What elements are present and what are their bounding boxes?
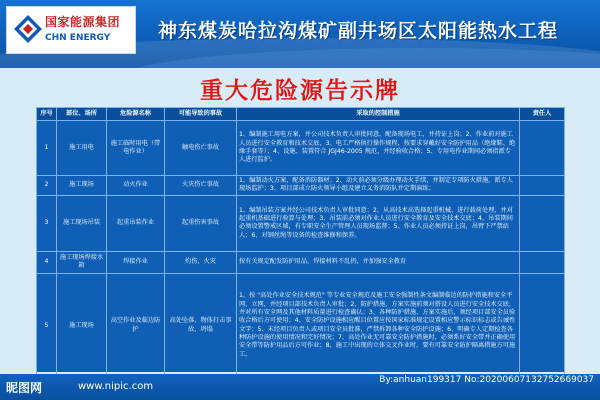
row-hazard: 焊接作业 (107, 251, 165, 273)
row-hazard: 动火作业 (107, 176, 165, 196)
column-header: 采取的控制措施 (237, 108, 520, 121)
row-measures: 1、编制施工用电方案，并公司技术负责人审批同意，配备现场电工，并持证上岗；2、作业前对施工人员进行安全教育和技术交底，3、电工严格执行操作规程，按要求穿戴好安全防护用品（绝缘鞋、绝缘手套等）；4、设施、装置符合 JGJ46-2005 规范，并经验收合格；5、专用电作业期间必须指派专人进行监护。 (237, 121, 520, 176)
row-accident: 起重伤害事故 (165, 195, 237, 251)
chn-energy-logo-icon (13, 14, 43, 44)
page-title: 神东煤炭哈拉沟煤矿副井场区太阳能热水工程 (158, 20, 559, 42)
row-accident: 火灾伤亡事故 (165, 176, 237, 196)
row-location: 施工现场 (57, 176, 107, 196)
row-person (520, 176, 565, 196)
row-number: 1 (37, 121, 57, 176)
sign-subtitle: 重大危险源告示牌 (200, 78, 400, 104)
column-header: 序号 (37, 108, 57, 121)
watermark-url: www.nipic.com (78, 381, 154, 392)
row-hazard: 高空作业及临边防护 (107, 273, 165, 378)
table-row (37, 176, 565, 196)
row-number: 3 (37, 195, 57, 251)
row-measures: 按有关规定配发防护用品，焊接材料不乱扔，并加强安全教育 (237, 251, 520, 273)
row-person (520, 121, 565, 176)
column-header: 可能导致的事故 (165, 108, 237, 121)
header-banner (0, 0, 600, 68)
table-header-row (37, 108, 565, 121)
table-row (37, 121, 565, 176)
watermark-credit: By:anhuan199317 No:20200607132752669037 (379, 375, 594, 385)
column-header: 责任人 (520, 108, 565, 121)
table-row (37, 195, 565, 251)
watermark-logo: 昵图网 (6, 381, 43, 395)
row-location: 施工现场 (57, 273, 107, 378)
row-measures: 1、编制动火方案，配备消防器材；2、动火前必须分级办理动火手续，并制定专项防火措施，派专人现场监护；3、项目部成立防火领导小组及建立义务消防队并定期演练； (237, 176, 520, 196)
row-location: 施工现场焊接水箱 (57, 251, 107, 273)
logo-chinese-text: 国家能源集团 (45, 15, 121, 29)
logo-english-text: CHN ENERGY (45, 33, 111, 43)
row-number: 2 (37, 176, 57, 196)
row-accident: 灼伤、火灾 (165, 251, 237, 273)
table-row (37, 251, 565, 273)
footer-band (0, 374, 600, 400)
hazard-board (36, 107, 564, 372)
row-hazard: 起重吊装作业 (107, 195, 165, 251)
column-header: 危险源名称 (107, 108, 165, 121)
table-row (37, 273, 565, 378)
row-measures: 1、按 "高处作业安全技术规范" 等专业安全规范及施工安全强制性条文编制临边的防护措施和安全平网、立网，并经项目部技术负责人审批；2、防护措施、方案实施前须对搭设人员进行安全技术交底，并对所有安全网及其他材料质量进行检查确认；3、各种防护措施、方案实施后，须经项目部安全员验收合格后方可使用；4、安全防护设施相应醒目位置应按国家标准规定设置相应警示标识标志或告诫性文字；5、未经项目负责人或项目安全员批准，严禁拆卸各种安全防护设施；6、明确专人定期检查各种防护设施的使用情况和完好情况；7、高处作业无可靠安全防护措施时，必须系好安全带并正确使用安全带等防护用品后方可作业；8、施工中出现的立体交叉作业时，要有可靠安全防护隔离措施方可施工。 (237, 273, 520, 378)
row-person (520, 273, 565, 378)
row-location: 施工用电 (57, 121, 107, 176)
row-number: 5 (37, 273, 57, 378)
row-person (520, 251, 565, 273)
column-header: 部位、场所 (57, 108, 107, 121)
row-person (520, 195, 565, 251)
row-location: 施工现场吊装 (57, 195, 107, 251)
company-logo (6, 6, 136, 54)
row-accident: 高处坠落、物体打击事故、坍塌 (165, 273, 237, 378)
row-number: 4 (37, 251, 57, 273)
row-measures: 1、编制吊装方案并经公司技术负责人审批同意；2、从高技术高选择起重机械、进行载荷处理，并对起重机基础进行验算与处理；3、吊装前必须对作业人员进行安全教育及安全技术交底；4、吊装期间必须设置警戒区域，有专职安全生产管理人员现场监督；5、作业人员必须持证上岗，吊臂下严禁站人；6、对钢丝绳等设备的检查维修和保养。 (237, 195, 520, 251)
hazard-table (36, 107, 565, 379)
row-accident: 触电伤亡事故 (165, 121, 237, 176)
row-hazard: 施工临时用电（带电作业） (107, 121, 165, 176)
